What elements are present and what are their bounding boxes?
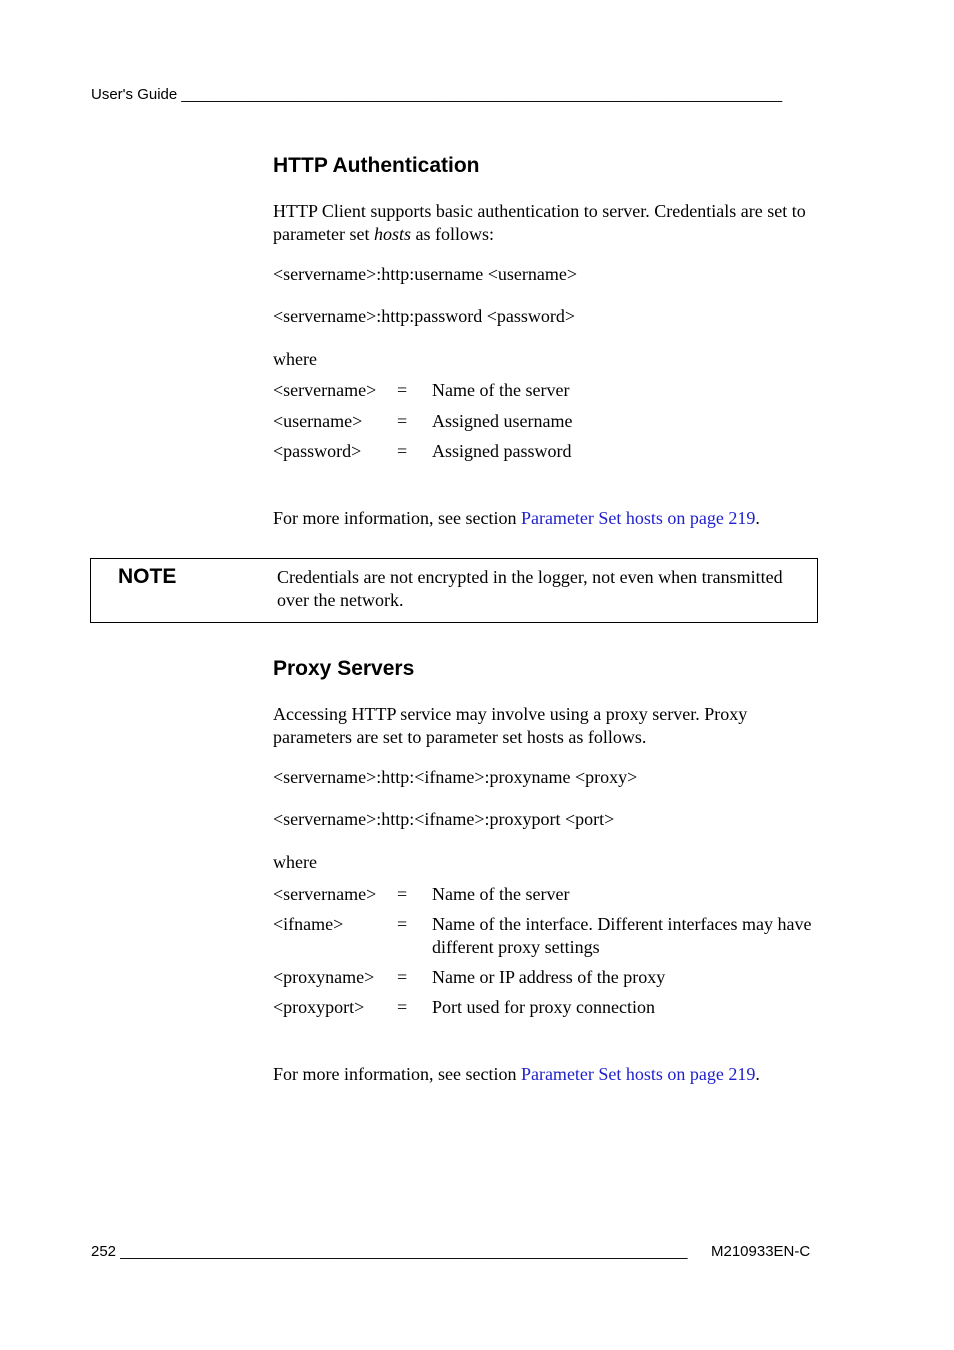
definition-description: Name of the interface. Different interfaces may have different proxy settings — [432, 914, 812, 957]
definition-term: <servername> — [273, 884, 377, 904]
definition-term: <proxyport> — [273, 997, 365, 1017]
definition-equals: = — [397, 380, 408, 400]
definition-description: Assigned username — [432, 411, 573, 431]
more-info-line — [273, 1064, 760, 1085]
http-username-command: <servername>:http:username <username> — [273, 264, 577, 284]
definition-description: Name of the server — [432, 884, 570, 904]
proxy-intro: Accessing HTTP service may involve using a proxy server. Proxy parameters are set to parameter set hosts as follows. — [273, 704, 748, 747]
definition-equals: = — [397, 914, 408, 934]
definition-description: Port used for proxy connection — [432, 997, 655, 1017]
more-info-line — [273, 508, 760, 529]
definition-term: <password> — [273, 441, 362, 461]
definition-term: <username> — [273, 411, 363, 431]
definition-equals: = — [397, 441, 408, 461]
more-info-prefix: For more information, see section — [273, 508, 521, 528]
definition-description: Assigned password — [432, 441, 572, 461]
parameter-set-hosts-link[interactable]: Parameter Set hosts on page 219 — [520, 508, 756, 528]
proxyname-command: <servername>:http:<ifname>:proxyname <proxy> — [273, 767, 638, 787]
http-auth-intro-text-1: HTTP Client supports basic authentication to server. Credentials are set to parameter set — [273, 201, 806, 244]
definition-equals: = — [397, 411, 408, 431]
page-header: User's Guide ________________________________________________________________________ — [91, 86, 783, 103]
more-info-suffix: . — [755, 1064, 760, 1084]
definition-equals: = — [397, 884, 408, 904]
document-code: M210933EN-C — [711, 1243, 811, 1260]
definition-term: <servername> — [273, 380, 377, 400]
note-text: Credentials are not encrypted in the logger, not even when transmitted over the network. — [277, 567, 783, 610]
more-info-prefix: For more information, see section — [273, 1064, 521, 1084]
definition-description: Name of the server — [432, 380, 570, 400]
definition-description: Name or IP address of the proxy — [432, 967, 666, 987]
http-password-command: <servername>:http:password <password> — [273, 306, 576, 326]
definition-term: <proxyname> — [273, 967, 375, 987]
where-label: where — [273, 349, 317, 369]
page-footer-left: 252 ____________________________________________________________________ — [91, 1243, 688, 1260]
note-box — [90, 558, 818, 623]
definition-equals: = — [397, 967, 408, 987]
http-auth-intro-text-2: as follows: — [410, 224, 494, 244]
section-title-http-authentication: HTTP Authentication — [273, 154, 480, 177]
http-auth-intro — [273, 200, 818, 246]
where-label: where — [273, 852, 317, 872]
http-auth-intro-italic: hosts — [373, 224, 411, 244]
definition-equals: = — [397, 997, 408, 1017]
more-info-suffix: . — [755, 508, 760, 528]
note-label: NOTE — [118, 565, 177, 588]
proxyport-command: <servername>:http:<ifname>:proxyport <port> — [273, 809, 615, 829]
definition-term: <ifname> — [273, 914, 344, 934]
parameter-set-hosts-link[interactable]: Parameter Set hosts on page 219 — [520, 1064, 756, 1084]
section-title-proxy-servers: Proxy Servers — [273, 657, 415, 680]
